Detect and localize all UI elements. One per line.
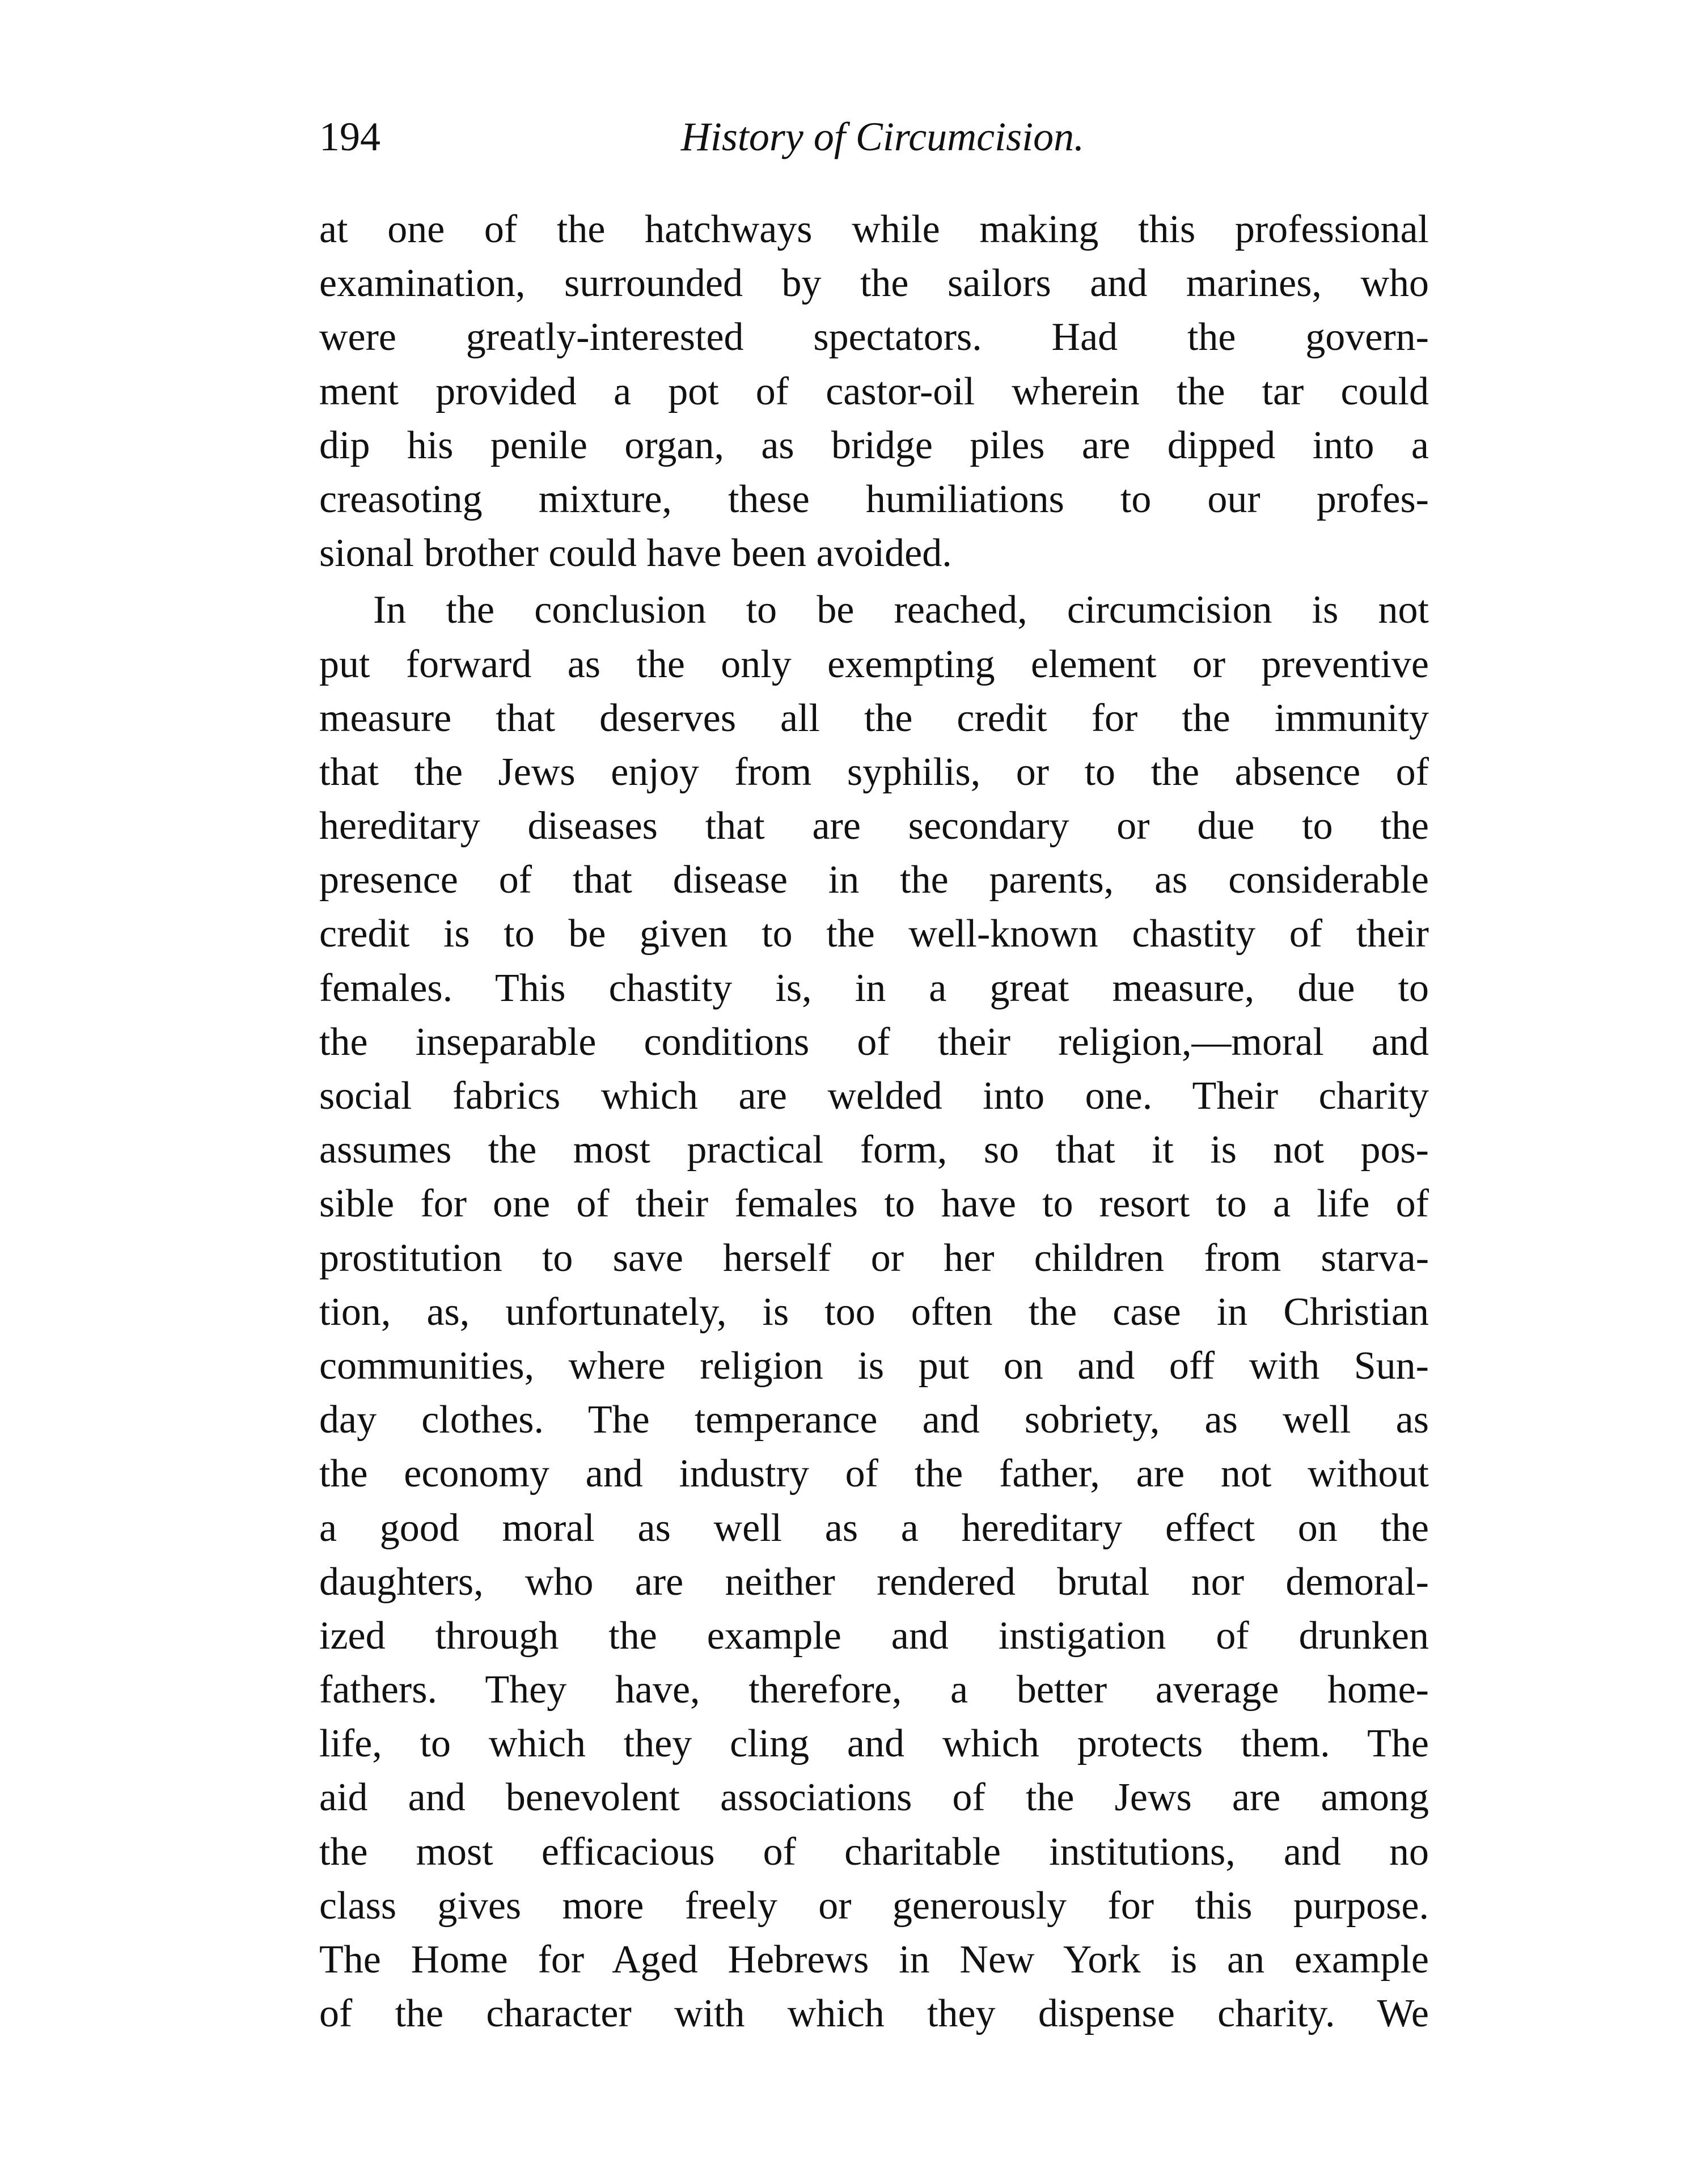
text-line: at one of the hatchways while making this professional (319, 208, 1429, 251)
text-line: communities, where religion is put on and off with Sun- (319, 1344, 1429, 1388)
text-line: that the Jews enjoy from syphilis, or to the absence of (319, 750, 1429, 794)
text-line: creasoting mixture, these humiliations to our profes- (319, 477, 1429, 521)
text-line: were greatly-interested spectators. Had the govern- (319, 315, 1429, 360)
text-line: The Home for Aged Hebrews in New York is an example (319, 1938, 1429, 1982)
text-line: In the conclusion to be reached, circumcision is not (373, 588, 1429, 632)
text-line: dip his penile organ, as bridge piles are dipped into a (319, 423, 1429, 467)
text-line: presence of that disease in the parents, as considerable (319, 858, 1429, 902)
page-body (319, 202, 1429, 2043)
text-line: hereditary diseases that are secondary or due to the (319, 804, 1429, 848)
text-line: credit is to be given to the well-known chastity of their (319, 912, 1429, 956)
text-line: ized through the example and instigation of drunken (319, 1613, 1429, 1658)
text-line: of the character with which they dispense charity. We (319, 1992, 1429, 2036)
paragraph-2 (319, 583, 1429, 2041)
text-line: day clothes. The temperance and sobriety, as well as (319, 1398, 1429, 1442)
text-line: social fabrics which are welded into one. Their charity (319, 1074, 1429, 1118)
text-line: sible for one of their females to have to resort to a life of (319, 1182, 1429, 1226)
text-line: daughters, who are neither rendered brutal nor demoral- (319, 1560, 1429, 1604)
text-line: a good moral as well as a hereditary effect on the (319, 1506, 1429, 1550)
text-line: examination, surrounded by the sailors and marines, who (319, 261, 1429, 306)
text-line: the most efficacious of charitable institutions, and no (319, 1830, 1429, 1874)
text-line: aid and benevolent associations of the Jews are among (319, 1776, 1429, 1820)
text-line: class gives more freely or generously for this purpose. (319, 1883, 1429, 1928)
text-line: life, to which they cling and which protects them. The (319, 1722, 1429, 1766)
paragraph-1 (319, 202, 1429, 580)
text-line: assumes the most practical form, so that it is not pos- (319, 1128, 1429, 1172)
page-header (319, 113, 1429, 170)
text-line: sional brother could have been avoided. (319, 531, 952, 576)
text-line: tion, as, unfortunately, is too often the case in Christian (319, 1290, 1429, 1334)
text-line: the inseparable conditions of their religion,—moral and (319, 1020, 1429, 1064)
text-line: put forward as the only exempting element or preventive (319, 642, 1429, 686)
text-line: measure that deserves all the credit for the immunity (319, 696, 1429, 740)
page-number: 194 (319, 114, 380, 159)
text-line: females. This chastity is, in a great measure, due to (319, 966, 1429, 1010)
text-line: prostitution to save herself or her children from starva- (319, 1236, 1429, 1280)
text-line: the economy and industry of the father, are not without (319, 1452, 1429, 1496)
text-line: fathers. They have, therefore, a better average home- (319, 1668, 1429, 1712)
running-title: History of Circumcision. (680, 114, 1085, 159)
text-line: ment provided a pot of castor-oil wherein the tar could (319, 369, 1429, 413)
